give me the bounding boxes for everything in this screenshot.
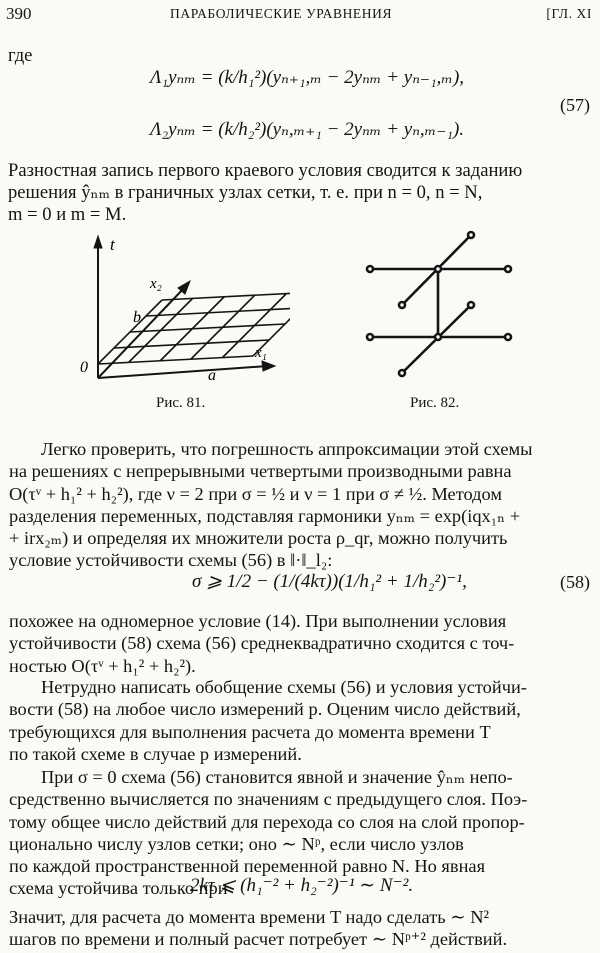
node — [435, 334, 441, 340]
text-line: Нетрудно написать обобщение схемы (56) и условия устойчи- — [41, 677, 527, 697]
node — [367, 334, 373, 340]
text-line: ностью O(τᵛ + h₁² + h₂²). — [9, 655, 196, 676]
label-t: t — [110, 235, 115, 254]
text-line: схема устойчива только при — [9, 878, 228, 899]
figure-81-grid — [70, 230, 290, 390]
text-line: + irx₂ₘ) и определяя их множители роста ρ_qr, можно получить — [9, 528, 508, 549]
text-line: вости (58) на любое число измерений p. Оценим число действий, — [9, 699, 521, 720]
paragraph-generalization — [9, 676, 591, 765]
label-x1: x₁ — [255, 345, 267, 361]
text-line: по каждой пространственной переменной равно N. Но явная — [9, 856, 486, 877]
label-b: b — [133, 309, 141, 326]
paragraph-approximation — [9, 438, 591, 572]
paragraph-stability — [9, 610, 591, 677]
equation-lambda2: Λ₂yₙₘ = (k/h₂²)(yₙ,ₘ₊₁ − 2yₙₘ + yₙ,ₘ₋₁). — [150, 119, 465, 140]
intro-word: где — [8, 45, 33, 66]
running-title: ПАРАБОЛИЧЕСКИЕ УРАВНЕНИЯ — [170, 6, 393, 21]
node — [468, 302, 474, 308]
text-line: разделения переменных, подставляя гармоники yₙₘ = exp(iqx₁ₙ + — [9, 505, 521, 526]
equation-lambda1: Λ₁yₙₘ = (k/h₁²)(yₙ₊₁,ₘ − 2yₙₘ + yₙ₋₁,ₘ), — [150, 67, 465, 88]
text-line: Разностная запись первого краевого условия сводится к заданию — [8, 160, 523, 181]
x1-axis-arrow-icon — [262, 361, 275, 371]
text-line: устойчивости (58) схема (56) среднеквадратично сходится с точ- — [9, 633, 515, 654]
text-line: O(τᵛ + h₁² + h₂²), где ν = 2 при σ = ½ и ν = 1 при σ ≠ ½. Методом — [9, 483, 503, 504]
chapter-label: [ГЛ. XI — [546, 6, 592, 21]
text-line: ционально числу узлов сетки; оно ∼ Nᵖ, если число узлов — [9, 833, 464, 854]
text-line: условие устойчивости схемы (56) в ‖·‖_l₂: — [9, 550, 333, 571]
text-line: Значит, для расчета до момента времени T надо сделать ∼ N² — [9, 907, 490, 927]
equation-58: σ ⩾ 1/2 − (1/(4kτ))(1/h₁² + 1/h₂²)⁻¹, — [192, 571, 467, 592]
node — [399, 370, 405, 376]
text-line: похожее на одномерное условие (14). При выполнении условия — [9, 611, 507, 631]
paragraph-boundary-condition — [8, 160, 592, 226]
text-line: При σ = 0 схема (56) становится явной и значение ŷₙₘ непо- — [41, 767, 513, 787]
node — [399, 302, 405, 308]
text-line: шагов по времени и полный расчет потребует ∼ Nᵖ⁺² действий. — [9, 929, 508, 950]
node — [367, 266, 373, 272]
node — [468, 232, 474, 238]
text-line: решения ŷₙₘ в граничных узлах сетки, т. е. при n = 0, n = N, — [8, 182, 483, 203]
t-axis-arrow-icon — [94, 236, 102, 248]
label-a: a — [208, 367, 216, 384]
equation-number-58: (58) — [560, 572, 590, 592]
equation-final: 2kτ ⩽ (h₁⁻² + h₂⁻²)⁻¹ ∼ N⁻². — [190, 875, 414, 896]
node — [505, 266, 511, 272]
text-line: требующихся для выполнения расчета до момента времени T — [9, 721, 491, 742]
text-line: на решениях с непрерывными четвертыми производными равна — [9, 461, 512, 482]
node — [505, 334, 511, 340]
page-number: 390 — [6, 4, 32, 23]
figure-81-caption: Рис. 81. — [156, 395, 206, 411]
figure-82-stencil — [358, 225, 528, 385]
figure-82-caption: Рис. 82. — [410, 395, 460, 411]
label-x2: x₂ — [150, 276, 162, 292]
text-line: Легко проверить, что погрешность аппроксимации этой схемы — [41, 439, 533, 459]
text-line: средственно вычисляется по значениям с предыдущего слоя. Поэ- — [9, 789, 528, 810]
node — [435, 266, 441, 272]
x1-axis — [98, 366, 268, 378]
text-line: тому общее число действий для перехода со слоя на слой пропор- — [9, 811, 525, 832]
label-origin: 0 — [80, 359, 88, 376]
text-line: по такой схеме в случае p измерений. — [9, 743, 302, 764]
equation-number-57: (57) — [560, 95, 590, 115]
text-line: m = 0 и m = M. — [8, 204, 127, 225]
paragraph-conclusion — [9, 906, 591, 951]
